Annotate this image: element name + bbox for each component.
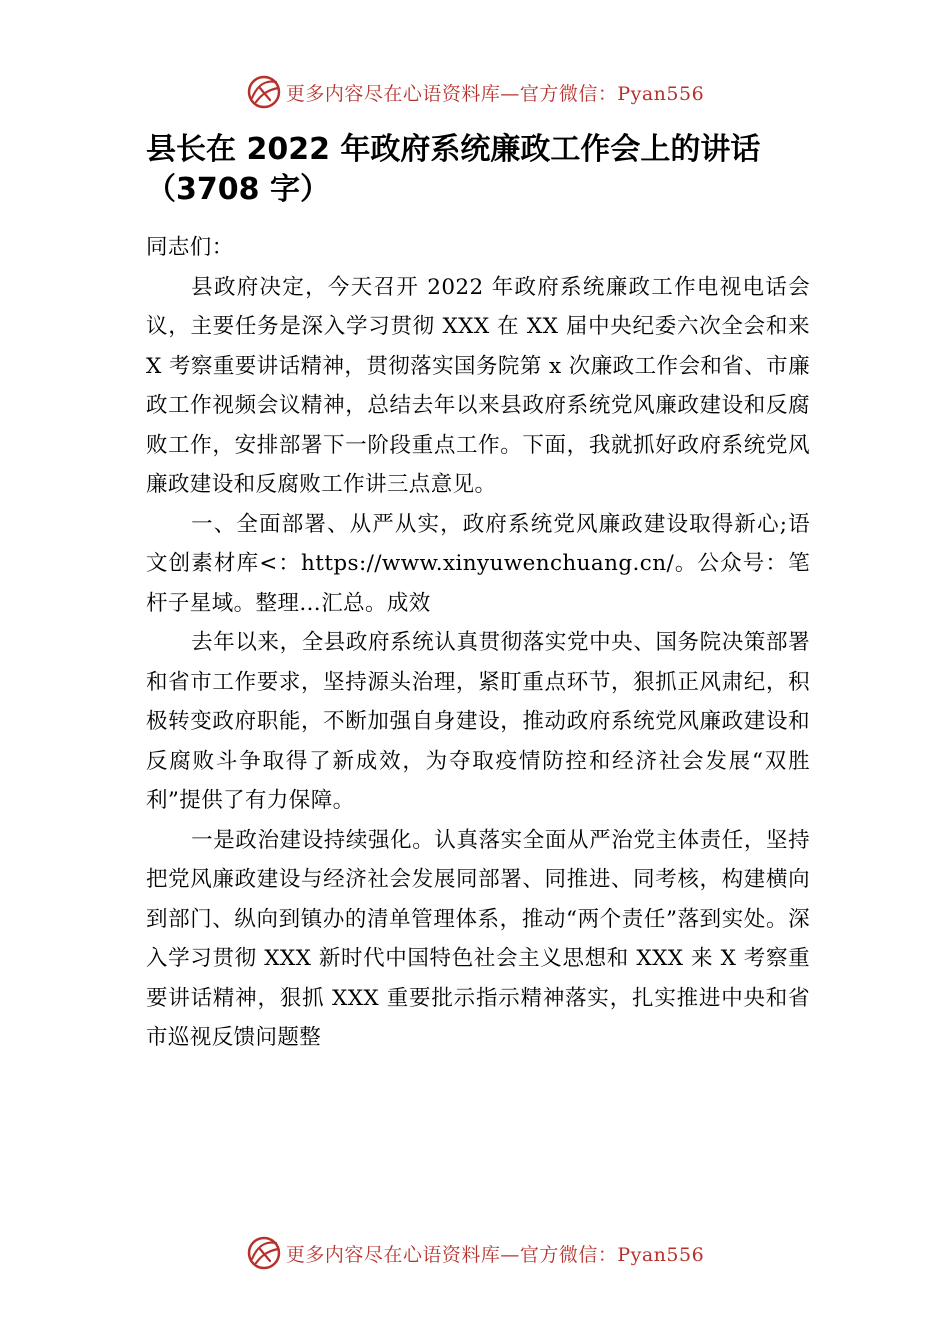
signature-logo-icon [246, 74, 282, 110]
watermark-header [0, 72, 950, 112]
paragraph: 一是政治建设持续强化。认真落实全面从严治党主体责任，坚持把党风廉政建设与经济社会发展同部署、同推进、同考核，构建横向到部门、纵向到镇办的清单管理体系，推动“两个责任”落到实处。深入学习贯彻 XXX 新时代中国特色社会主义思想和 XXX 来 X 考察重要讲话精神，狠抓 XXX 重要批示指示精神落实，扎实推进中央和省市巡视反馈问题整 [146, 827, 810, 1050]
paragraph: 一、全面部署、从严从实，政府系统党风廉政建设取得新心;语文创素材库<：https://www.xinyuwenchuang.cn/。公众号：笔杆子星域。整理…汇总。成效 [146, 511, 810, 616]
greeting: 同志们： [146, 235, 234, 260]
watermark-text: 更多内容尽在心语资料库—官方微信：Pyan556 [285, 82, 705, 105]
watermark-text: 更多内容尽在心语资料库—官方微信：Pyan556 [285, 1243, 705, 1266]
paragraph: 去年以来，全县政府系统认真贯彻落实党中央、国务院决策部署和省市工作要求，坚持源头治理，紧盯重点环节，狠抓正风肃纪，积极转变政府职能，不断加强自身建设，推动政府系统党风廉政建设和反腐败斗争取得了新成效，为夺取疫情防控和经济社会发展“双胜利”提供了有力保障。 [146, 630, 810, 813]
paragraph: 县政府决定，今天召开 2022 年政府系统廉政工作电视电话会议，主要任务是深入学习贯彻 XXX 在 XX 届中央纪委六次全会和来 X 考察重要讲话精神，贯彻落实国务院第 x 次廉政工作会和省、市廉政工作视频会议精神，总结去年以来县政府系统党风廉政建设和反腐败工作，安排部署下一阶段重点工作。下面，我就抓好政府系统党风廉政建设和反腐败工作讲三点意见。 [146, 274, 810, 497]
signature-logo-icon [246, 1235, 282, 1271]
watermark-footer [0, 1233, 950, 1273]
document-body [146, 228, 810, 1058]
document-title: 县长在 2022 年政府系统廉政工作会上的讲话（3708 字） [146, 132, 761, 207]
